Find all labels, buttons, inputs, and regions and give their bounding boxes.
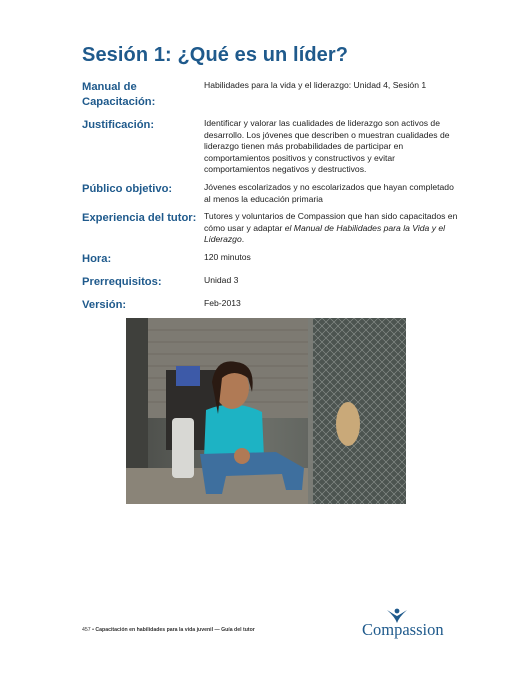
value-plain-text: Tutores y voluntarios de Compassion que han sido capacitados en cómo usar y adaptar [204,211,458,233]
row-label: Manual de Capacitación: [82,81,156,108]
row-label: Versión: [82,299,127,311]
row-value: Jóvenes escolarizados y no escolarizados que hayan completado al menos la educación primaria [204,182,454,204]
girl-sitting-photo [126,318,406,504]
row-value: Identificar y valorar las cualidades de liderazgo son activos de desarrollo. Los jóvenes que describen o muestran cualidades de liderazgo tienen más probabilidades de participar en comportamientos positivos y constructivos y evitar comportamientos negativos y destructivos. [204,118,450,175]
info-row-experiencia [82,211,462,247]
row-label: Experiencia del tutor: [82,212,197,224]
value-end-text: . [241,234,245,245]
logo-text: Compassion [362,620,444,639]
footer-bullet: • [92,627,94,633]
row-value: Habilidades para la vida y el liderazgo: Unidad 4, Sesión 1 [204,80,427,90]
page-footer [82,627,255,633]
row-label: Justificación: [82,119,155,131]
row-label: Prerrequisitos: [82,276,162,288]
page-number: 457 [82,627,91,633]
session-photo [126,318,406,504]
row-value: 120 minutos [204,252,251,262]
info-row-publico [82,182,462,210]
page-title: Sesión 1: ¿Qué es un líder? [82,44,349,66]
row-value: Feb-2013 [204,298,241,308]
info-row-version [82,298,462,314]
row-label: Público objetivo: [82,183,173,195]
row-label: Hora: [82,253,112,265]
compassion-logo [360,608,464,642]
value-italic-text: el Manual de Habilidades para la Vida y el Liderazgo [204,222,446,245]
info-row-manual [82,80,462,112]
info-row-prerrequisitos [82,275,462,291]
info-row-hora [82,252,462,268]
row-value [204,211,462,246]
row-value: Unidad 3 [204,275,239,285]
info-row-justificacion [82,118,462,178]
footer-text: Capacitación en habilidades para la vida juvenil — Guía del tutor [95,627,255,633]
